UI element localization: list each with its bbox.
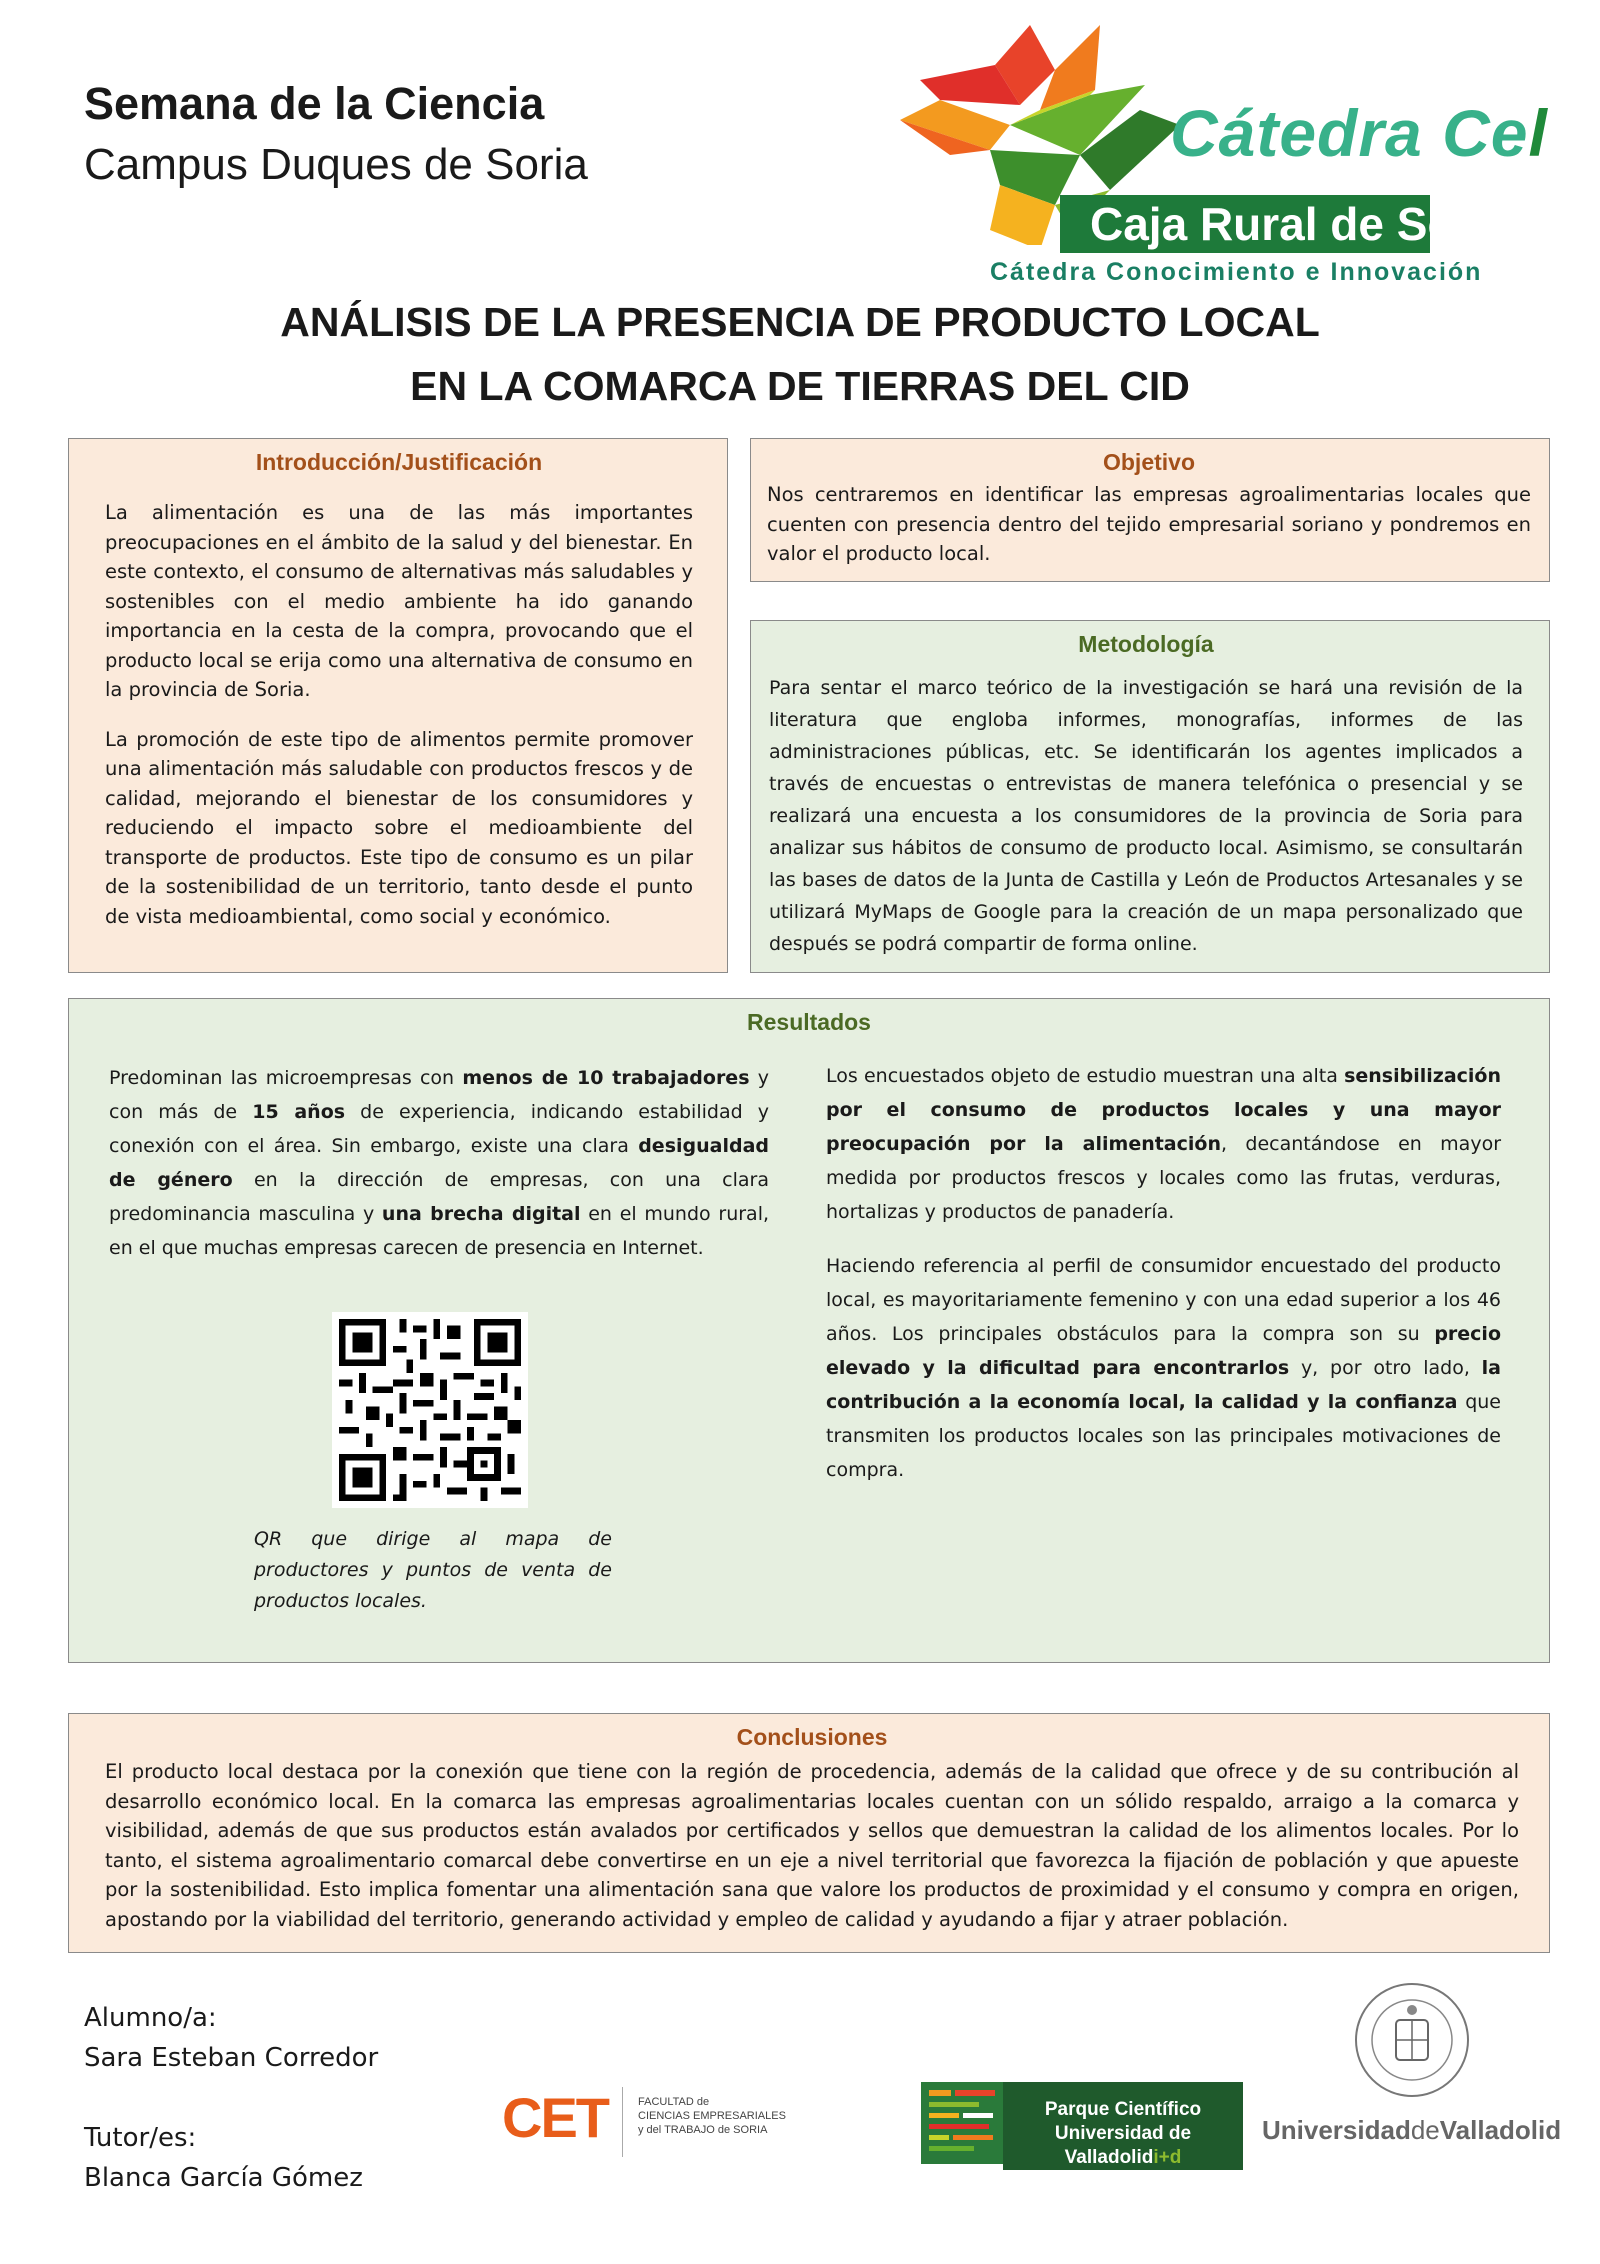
parque-graphic-icon [921,2082,1003,2164]
tutor-label: Tutor/es: [84,2123,197,2153]
university-name: UniversidaddeValladolid [1262,2115,1562,2145]
intro-section [68,438,728,973]
conclusions-heading: Conclusiones [736,1724,888,1750]
catedra-subtitle: Cátedra Conocimiento e Innovación [990,258,1483,286]
catedra-wordmark: Cátedra Cel [1170,96,1548,170]
title-line-1: ANÁLISIS DE LA PRESENCIA DE PRODUCTO LOCAL [280,299,1320,345]
event-title: Semana de la Ciencia [84,78,545,129]
intro-heading: Introducción/Justificación [255,449,543,475]
catedra-logo [880,15,1560,286]
results-section [68,998,1550,1663]
campus-name: Campus Duques de Soria [84,140,588,189]
bank-name: Caja Rural de Soria [1090,198,1512,250]
results-right-paragraph-2: Haciendo referencia al perfil de consumidor encuestado del producto local, es mayoritariamente femenino y con una edad superior a los 46 años. Los principales obstáculos para la compra son su precio elevado y la dificultad para encontrarlos y, por otro lado, la contribución a la economía local, la calidad y la confianza que transmiten los productos locales son las principales motivaciones de compra. [826,1255,1502,1481]
conclusions-text: El producto local destaca por la conexión que tiene con la región de procedencia, además de la calidad que ofrece y de su contribución al desarrollo económico local. En la comarca las empresas agroalimentarias locales cuentan con un sólido respaldo, arraigo a la comarca y visibilidad, además de que sus productos están avalados por certificados y sellos que demuestran la calidad de los alimentos locales. Por lo tanto, el sistema agroalimentario comarcal debe convertirse en un eje a nivel territorial que favorezca la fijación de población y que apueste por la sostenibilidad. Esto implica fomentar una alimentación sana que valore los productos de proximidad y el consumo y compra en origen, apostando por la viabilidad del territorio, generando actividad y empleo de calidad y ayudando a fijar y atraer población. [105,1760,1519,1931]
methodology-section [750,620,1550,973]
parque-cientifico-logo [921,2082,1243,2168]
uva-logo [1262,1980,1562,2160]
results-left-column [109,1061,769,1285]
student-label: Alumno/a: [84,2003,217,2033]
parque-text: Parque Científico Universidad de Valladolidi+d [1003,2098,1243,2170]
intro-paragraph-1: La alimentación es una de las más importantes preocupaciones en el ámbito de la salud y del bienestar. En este contexto, el consumo de alternativas más saludables y sostenibles con el medio ambiente ha ido ganando importancia en la cesta de la compra, provocando que el producto local se erija como una alternativa de consumo en la provincia de Soria. [105,501,693,701]
cet-divider [622,2087,623,2157]
methodology-text: Para sentar el marco teórico de la investigación se hará una revisión de la literatura que engloba informes, monografías, informes de las administraciones públicas, etc. Se identificarán los agentes implicados a través de encuestas o entrevistas de manera telefónica o presencial y se realizará una encuesta a los consumidores de la provincia de Soria para analizar sus hábitos de consumo de producto local. Asimismo, se consultarán las bases de datos de la Junta de Castilla y León de Productos Artesanales y se utilizará MyMaps de Google para la creación de un mapa personalizado que después se podrá compartir de forma online. [769,677,1523,955]
intro-paragraph-2: La promoción de este tipo de alimentos permite promover una alimentación más saludable con productos frescos y de calidad, mejorando el bienestar de los consumidores y reduciendo el impacto sobre el medioambiente del transporte de productos. Este tipo de consumo es un pilar de la sostenibilidad de un territorio, tanto desde el punto de vista medioambiental, como social y económico. [105,727,693,928]
faculty-name: FACULTAD de CIENCIAS EMPRESARIALES y del TRABAJO de SORIA [638,2096,786,2136]
credits [84,1998,378,2198]
qr-caption: QR que dirige al mapa de productores y puntos de venta de productos locales. [254,1528,612,1612]
cet-logo [502,2085,802,2165]
results-heading: Resultados [747,1009,871,1035]
objective-text: Nos centraremos en identificar las empresas agroalimentarias locales que cuenten con presencia dentro del tejido empresarial soriano y pondremos en valor el producto local. [767,483,1531,565]
results-right-column [826,1059,1501,1507]
student-name: Sara Esteban Corredor [84,2043,379,2073]
conclusions-section [68,1713,1550,1953]
methodology-heading: Metodología [1078,631,1214,657]
cet-wordmark: CET [502,2086,608,2149]
objective-section [750,438,1550,582]
title-line-2: EN LA COMARCA DE TIERRAS DEL CID [410,363,1190,409]
tutor-name: Blanca García Gómez [84,2163,363,2193]
poster-title [0,290,1600,418]
results-left-paragraph: Predominan las microempresas con menos de 10 trabajadores y con más de 15 años de experiencia, indicando estabilidad y conexión con el área. Sin embargo, existe una clara desigualdad de género en la dirección de empresas, con una clara predominancia masculina y una brecha digital en el mundo rural, en el que muchas empresas carecen de presencia en Internet. [109,1067,770,1259]
objective-heading: Objetivo [1102,449,1195,475]
results-right-paragraph-1: Los encuestados objeto de estudio muestran una alta sensibilización por el consumo de productos locales y una mayor preocupación por la alimentación, decantándose en mayor medida por productos frescos y locales como las frutas, verduras, hortalizas y productos de panadería. [826,1065,1502,1223]
qr-code-icon[interactable] [332,1312,528,1508]
university-seal-icon [1352,1980,1472,2100]
